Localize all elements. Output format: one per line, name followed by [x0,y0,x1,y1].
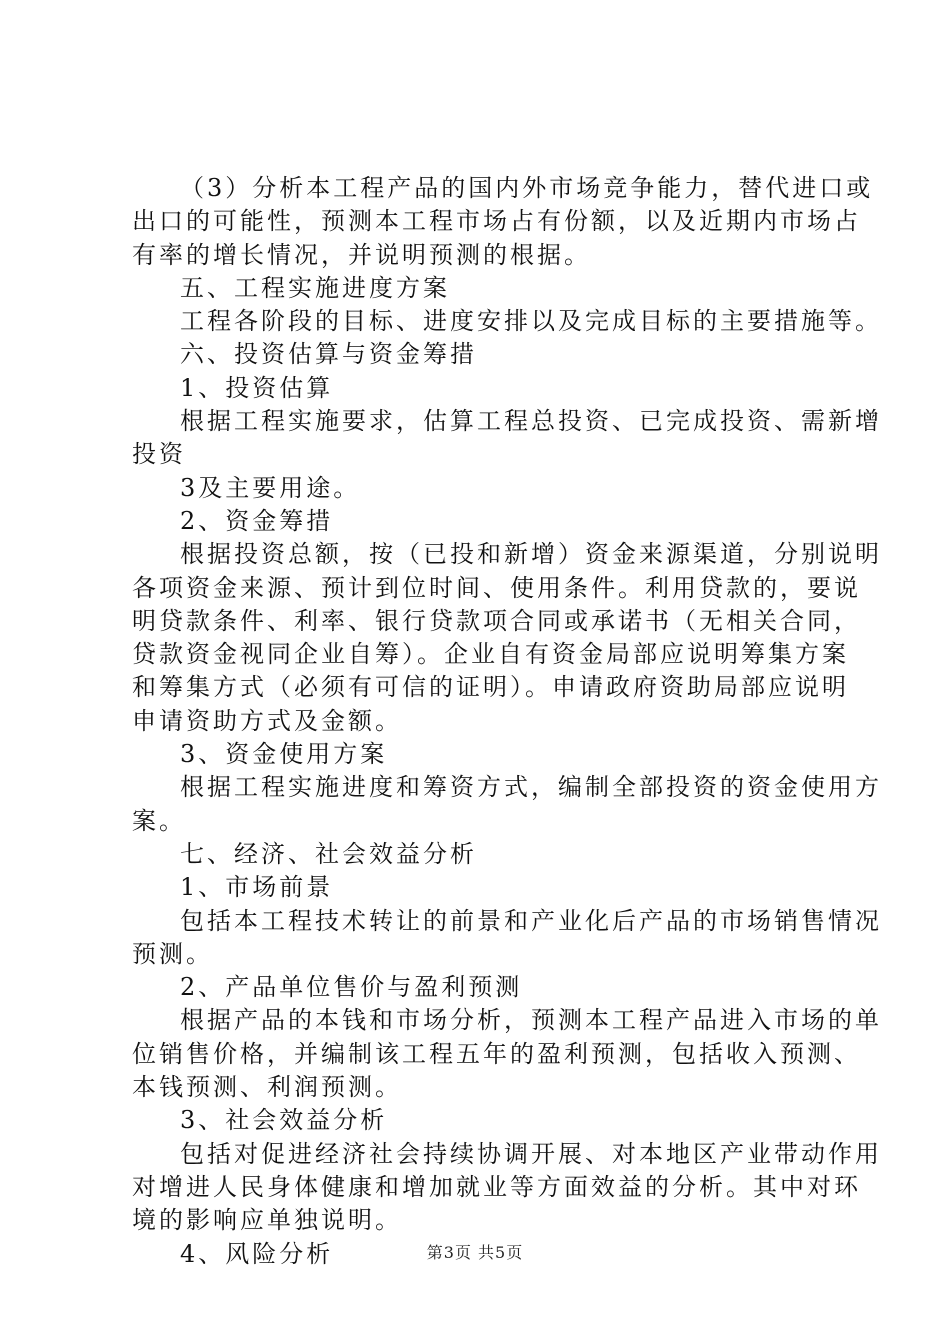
paragraph [132,871,832,904]
text-line: 投资 [132,440,186,469]
text-line: 位销售价格，并编制该工程五年的盈利预测，包括收入预测、 [132,1039,861,1068]
paragraph [132,472,832,505]
text-line: 出口的可能性，预测本工程市场占有份额，以及近期内市场占 [132,207,861,236]
text-line: 申请资助方式及金额。 [132,706,402,735]
paragraph [132,172,874,272]
text-line: 贷款资金视同企业自筹）。企业自有资金局部应说明筹集方案 [132,640,849,669]
text-line: 根据投资总额，按（已投和新增）资金来源渠道，分别说明 [180,540,882,569]
paragraph [132,1004,882,1104]
page-footer: 第3页 共5页 [426,1243,524,1262]
paragraph [132,1138,882,1238]
paragraph [132,738,832,771]
text-line: 包括对促进经济社会持续协调开展、对本地区产业带动作用 [180,1139,882,1168]
document-body [132,172,882,1271]
text-line: 根据工程实施进度和筹资方式，编制全部投资的资金使用方 [180,773,882,802]
paragraph [132,538,882,738]
text-line: 明贷款条件、利率、银行贷款项合同或承诺书（无相关合同， [132,606,861,635]
paragraph [132,372,832,405]
text-line: 本钱预测、利润预测。 [132,1073,402,1102]
text-line: 七、经济、社会效益分析 [180,839,477,868]
text-line: 六、投资估算与资金筹措 [180,340,477,369]
text-line: 2、产品单位售价与盈利预测 [180,973,523,1002]
paragraph [132,1104,832,1137]
paragraph [132,838,832,871]
text-line: 五、工程实施进度方案 [180,273,450,302]
paragraph [132,405,882,472]
text-line: 3、资金使用方案 [180,740,388,769]
text-line: 1、市场前景 [180,873,334,902]
text-line: 和筹集方式（必须有可信的证明）。申请政府资助局部应说明 [132,673,849,702]
text-line: 3、社会效益分析 [180,1106,388,1135]
paragraph [132,272,832,305]
paragraph [132,305,882,338]
text-line: 境的影响应单独说明。 [132,1206,402,1235]
text-line: 各项资金来源、预计到位时间、使用条件。利用贷款的，要说 [132,573,861,602]
paragraph [132,338,832,371]
text-line: 有率的增长情况，并说明预测的根据。 [132,240,591,269]
text-line: 预测。 [132,939,213,968]
text-line: 根据工程实施要求，估算工程总投资、已完成投资、需新增 [180,407,882,436]
text-line: 2、资金筹措 [180,506,334,535]
text-line: 4、风险分析 [180,1239,334,1268]
paragraph [132,771,882,838]
paragraph [132,971,832,1004]
text-line: 包括本工程技术转让的前景和产业化后产品的市场销售情况 [180,906,882,935]
text-line: （3）分析本工程产品的国内外市场竞争能力，替代进口或 [180,174,874,202]
text-line: 1、投资估算 [180,373,334,402]
paragraph [132,505,832,538]
text-line: 案。 [132,806,186,835]
text-line: 根据产品的本钱和市场分析，预测本工程产品进入市场的单 [180,1006,882,1035]
text-line: 工程各阶段的目标、进度安排以及完成目标的主要措施等。 [180,307,882,336]
text-line: 对增进人民身体健康和增加就业等方面效益的分析。其中对环 [132,1172,861,1201]
text-line: 3及主要用途。 [180,473,361,502]
paragraph [132,905,882,972]
